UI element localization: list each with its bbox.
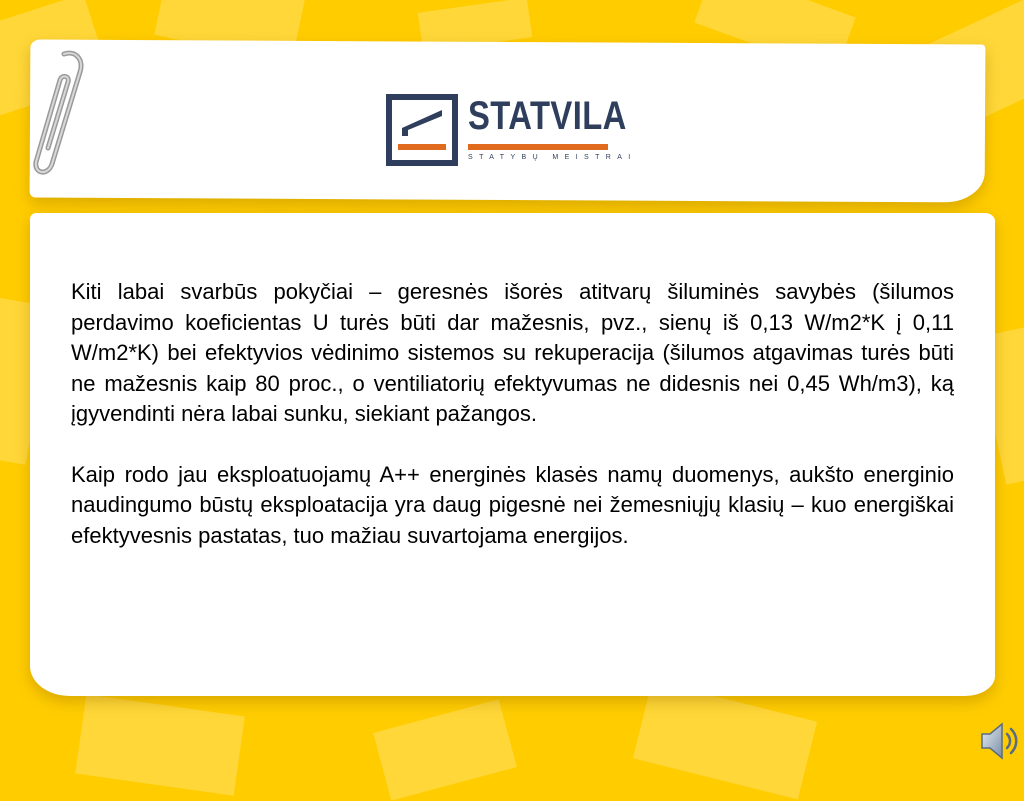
- statvila-logo: [386, 92, 637, 168]
- paperclip-icon: [18, 40, 88, 180]
- paragraph-1: Kiti labai svarbūs pokyčiai – geresnės išorės atitvarų šiluminės savybės (šilumos perdavimo koeficientas U turės būti dar mažesnis, pvz., sienų iš 0,13 W/m2*K į 0,11 W/m2*K) bei efektyvios vėdinimo sistemos su rekuperacija (šilumos atgavimas turės būti ne mažesnis kaip 80 proc., o ventiliatorių efektyvumas ne didesnis nei 0,45 Wh/m3), ką įgyvendinti nėra labai sunku, siekiant pažangos.: [71, 279, 954, 426]
- logo-underline: [468, 144, 608, 150]
- content-text: [71, 277, 954, 581]
- background-shape: [373, 699, 517, 800]
- logo-tagline: STATYBŲ MEISTRAI: [468, 154, 637, 161]
- speaker-icon[interactable]: [978, 718, 1022, 764]
- paragraph-2: Kaip rodo jau eksploatuojamų A++ energinės klasės namų duomenys, aukšto energinio naudingumo būstų eksploatacija yra daug pigesnė nei žemesniųjų klasių – kuo energiškai efektyvesnis pastatas, tuo mažiau suvartojama energijos.: [71, 461, 954, 548]
- background-shape: [633, 681, 817, 800]
- logo-wordmark: STATVILA: [468, 94, 627, 138]
- logo-emblem-icon: [386, 94, 458, 166]
- background-shape: [75, 694, 245, 795]
